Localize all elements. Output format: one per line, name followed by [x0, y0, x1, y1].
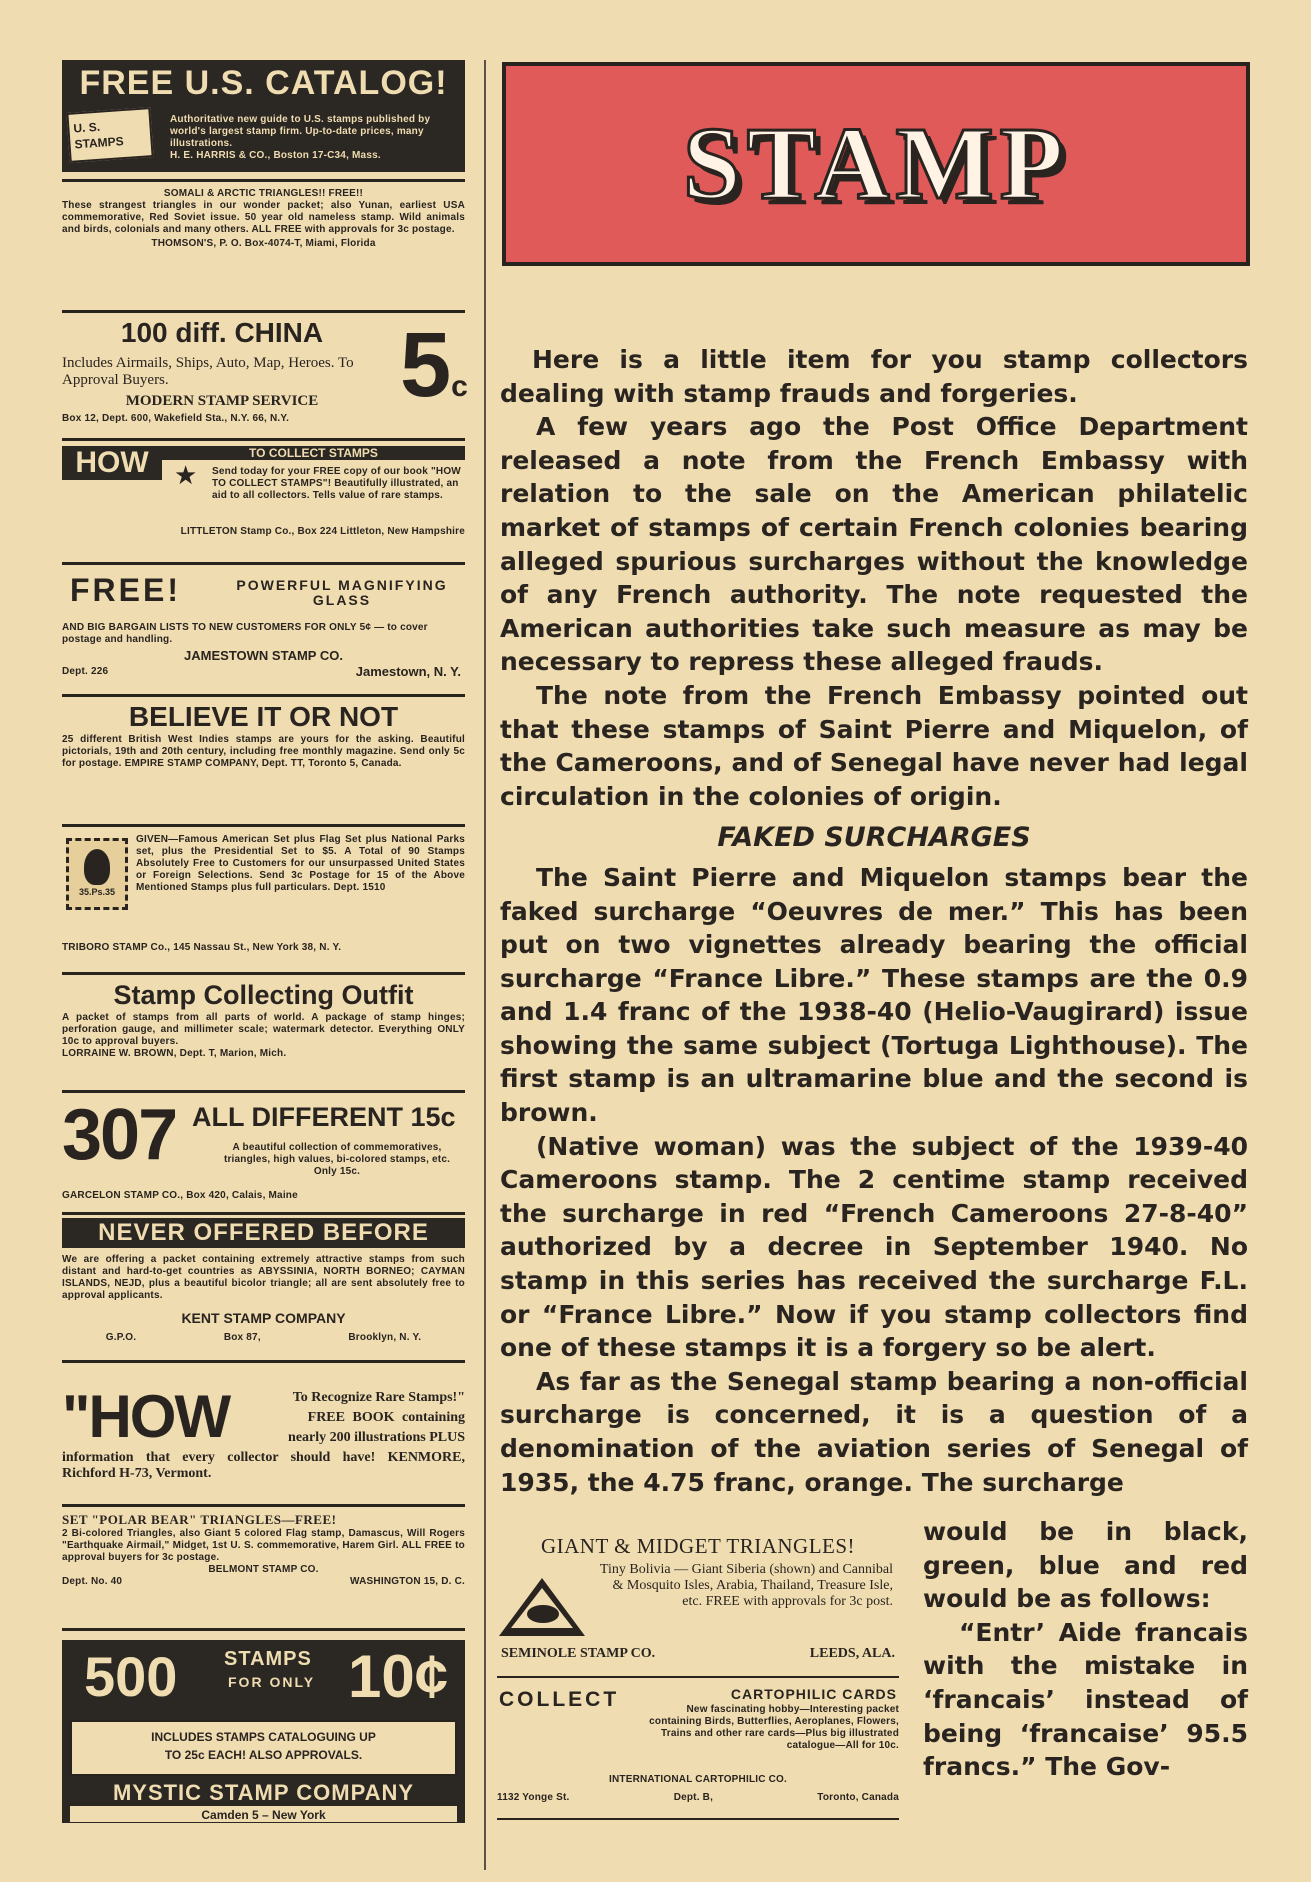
mystic-city-bar: Camden 5 – New York	[70, 1806, 457, 1822]
collect-stamps-bar: TO COLLECT STAMPS	[162, 446, 465, 460]
cartophilic-address: 1132 Yonge St. Dept. B, Toronto, Canada	[497, 1792, 899, 1803]
thomson-ad	[62, 188, 465, 308]
article-paragraph: The Saint Pierre and Miquelon stamps bear the faked surcharge “Oeuvres de mer.” This has been put on two vignettes already bearing the official surcharge “France Libre.” These stamps are the 0.9 and 1.4 franc of the 1938-40 (Helio-Vaugirard) issue showing the same subject (Tortuga Lighthouse). The first stamp is an ultramarine blue and the second is brown.	[500, 862, 1248, 1128]
kenmore-line3: nearly 200 illustrations PLUS	[288, 1430, 465, 1445]
garcelon-ad	[62, 1095, 465, 1210]
belmont-headline: SET "POLAR BEAR" TRIANGLES—FREE!	[62, 1512, 337, 1527]
thomson-text: These strangest triangles in our wonder packet; also Yunan, earliest USA commemorative, Red Soviet issue. 50 year old nameless stamp. Wild animals and birds, colonials and many others. ALL FREE with approvals for 3c postage.	[62, 200, 465, 235]
column-separator	[484, 60, 486, 1870]
divider	[62, 824, 465, 827]
garcelon-headline: ALL DIFFERENT 15c	[192, 1102, 456, 1132]
mystic-for-only: FOR ONLY	[228, 1674, 316, 1690]
mystic-ad	[62, 1640, 465, 1823]
kent-company: KENT STAMP COMPANY	[181, 1310, 346, 1326]
thomson-address: THOMSON'S, P. O. Box-4074-T, Miami, Florida	[151, 238, 376, 249]
harris-ad	[62, 60, 465, 172]
kenmore-ad	[62, 1383, 465, 1490]
kenmore-line4: information that every collector should have! KENMORE, Richford H-73, Vermont.	[62, 1450, 465, 1481]
kent-text: We are offering a packet containing extremely attractive stamps from such distant and hard-to-get countries as ABYSSINIA, NORTH BORNEO; CAYMAN ISLANDS, NEJD, plus a beautiful bicolor triangle; all are sent absolutely free to approval applicants.	[62, 1254, 465, 1301]
brown-ad	[62, 978, 465, 1088]
kenmore-how: "HOW	[62, 1383, 230, 1450]
mystic-number: 500	[84, 1645, 178, 1708]
us-stamps-badge: U. S. STAMPS	[66, 107, 153, 163]
jamestown-ad	[62, 572, 465, 692]
kenmore-line2: FREE BOOK containing	[307, 1410, 465, 1425]
littleton-ad	[62, 446, 465, 560]
cartophilic-collect: COLLECT	[499, 1688, 620, 1711]
mystic-stamps: STAMPS	[224, 1648, 312, 1670]
mystic-company: MYSTIC STAMP COMPANY	[112, 1780, 415, 1805]
divider	[62, 1628, 465, 1631]
divider	[62, 1504, 465, 1507]
divider	[62, 562, 465, 565]
belmont-ad	[62, 1512, 465, 1620]
cartophilic-text: New fascinating hobby—Interesting packet containing Birds, Butterflies, Aeroplanes, Flowers, Trains and other rare cards—Plus big illustrated catalogue—All for 10c.	[649, 1704, 899, 1751]
article-paragraph: would be in black, green, blue and red would be as follows:	[923, 1517, 1248, 1614]
harris-headline: FREE U.S. CATALOG!	[79, 64, 448, 102]
mystic-inner-box: INCLUDES STAMPS CATALOGUING UP TO 25c EACH! ALSO APPROVALS.	[70, 1720, 457, 1776]
article-paragraph: A few years ago the Post Office Department released a note from the French Embassy with relation to the sale on the American philatelic market of stamps of certain French colonies bearing alleged spurious surcharges without the knowledge of any French authority. The note requested the American authorities take such measure as may be necessary to repress these alleged frauds.	[500, 412, 1248, 677]
triboro-address: TRIBORO STAMP Co., 145 Nassau St., New York 38, N. Y.	[62, 942, 342, 953]
jamestown-text: AND BIG BARGAIN LISTS TO NEW CUSTOMERS FOR ONLY 5¢ — to cover postage and handling.	[62, 622, 428, 645]
divider	[62, 1360, 465, 1363]
stamp-illustration: 35.Ps.35	[66, 838, 128, 910]
seminole-text: Tiny Bolivia — Giant Siberia (shown) and Cannibal & Mosquito Isles, Arabia, Thailand, Treasure Isle, etc. FREE with approvals for 3c post.	[599, 1562, 893, 1609]
jamestown-free: FREE!	[70, 572, 181, 608]
belmont-company: BELMONT STAMP CO.	[208, 1564, 319, 1575]
kent-ad	[62, 1218, 465, 1356]
triboro-ad	[62, 834, 465, 972]
littleton-company: LITTLETON Stamp Co., Box 224 Littleton, New Hampshire	[180, 526, 465, 537]
kenmore-line1: To Recognize Rare Stamps!"	[292, 1390, 465, 1405]
littleton-text: Send today for your FREE copy of our book "HOW TO COLLECT STAMPS"! Beautifully illustrated, an aid to all collectors. Tells value of rare stamps.	[212, 466, 461, 501]
divider	[62, 179, 465, 182]
china-text: Includes Airmails, Ships, Auto, Map, Heroes. To Approval Buyers.	[62, 355, 354, 388]
jamestown-city: Jamestown, N. Y.	[355, 664, 461, 679]
seminole-headline: GIANT & MIDGET TRIANGLES!	[540, 1534, 856, 1558]
garcelon-number: 307	[62, 1095, 177, 1175]
garcelon-address: GARCELON STAMP CO., Box 420, Calais, Maine	[62, 1190, 298, 1201]
divider	[62, 694, 465, 697]
cartophilic-company: INTERNATIONAL CARTOPHILIC CO.	[608, 1774, 788, 1785]
brown-text: A packet of stamps from all parts of world. A package of stamp hinges; perforation gauge, and millimeter scale; watermark detector. Everything ONLY 10c to approval buyers.	[62, 1012, 465, 1047]
divider	[62, 1212, 465, 1215]
divider	[62, 972, 465, 975]
empire-ad	[62, 700, 465, 822]
kent-address: G.P.O. Box 87, Brooklyn, N. Y.	[105, 1332, 422, 1343]
divider	[497, 1818, 899, 1820]
triangle-stamp-icon	[497, 1574, 587, 1638]
ad-column	[62, 60, 468, 1830]
jamestown-company: JAMESTOWN STAMP CO.	[184, 648, 343, 663]
empire-text: 25 different British West Indies stamps are yours for the asking. Beautiful pictorials, 19th and 20th century, including free monthly magazine. Send only 5c for postage. EMPIRE STAMP COMPANY, Dept. TT, Toronto 5, Canada.	[62, 734, 465, 769]
stamp-banner	[502, 62, 1250, 266]
seminole-address: SEMINOLE STAMP CO. LEEDS, ALA.	[501, 1646, 895, 1661]
empire-headline: BELIEVE IT OR NOT	[128, 701, 399, 732]
triboro-text: GIVEN—Famous American Set plus Flag Set plus National Parks set, plus the Presidential Set to $5. A Total of 90 Stamps Absolutely Free to Customers for our unsurpassed United States or Foreign Selections. Send 3c Postage for 15 of the Above Mentioned Stamps plus full particulars. Dept. 1510	[136, 834, 465, 893]
china-company: MODERN STAMP SERVICE	[125, 393, 319, 409]
belmont-text: 2 Bi-colored Triangles, also Giant 5 colored Flag stamp, Damascus, Will Rogers "Earthquake Airmail," Midget, 1st U. S. commemorative, Harem Girl. ALL FREE to approval buyers for 3c postage.	[62, 1528, 465, 1563]
how-box: HOW	[62, 446, 162, 480]
article-continuation	[923, 1515, 1248, 1784]
brown-headline: Stamp Collecting Outfit	[113, 980, 414, 1010]
divider	[62, 310, 465, 313]
article	[500, 343, 1248, 1499]
article-paragraph: “Entr’ Aide francais with the mistake in ‘francais’ instead of being ‘francaise’ 95.5 francs.” The Gov-	[923, 1617, 1248, 1782]
china-headline: 100 diff. CHINA	[120, 317, 324, 348]
brown-address: LORRAINE W. BROWN, Dept. T, Marion, Mich.	[62, 1048, 287, 1059]
harris-text: Authoritative new guide to U.S. stamps published by world's largest stamp firm. Up-to-date prices, many illustrations. H. E. HARRIS & CO., Boston 17-C34, Mass.	[170, 114, 431, 161]
star-icon: ★	[174, 460, 198, 490]
article-paragraph: (Native woman) was the subject of the 1939-40 Cameroons stamp. The 2 centime stamp received the surcharge in red “French Cameroons 27-8-40” authorized by a decree in September 1940. No stamp in this series has received the surcharge F.L. or “France Libre.” Now if you stamp collectors find one of these stamps it is a forgery so be alert.	[500, 1131, 1248, 1363]
seminole-ad	[497, 1532, 899, 1674]
mystic-price: 10¢	[348, 1643, 449, 1710]
cartophilic-cards: CARTOPHILIC CARDS	[730, 1686, 897, 1702]
divider	[497, 1676, 899, 1678]
divider	[62, 438, 465, 441]
banner-title: STAMP	[682, 106, 1070, 221]
article-paragraph: The note from the French Embassy pointed out that these stamps of Saint Pierre and Miquelon, of the Cameroons, and of Senegal have never had legal circulation in the colonies of origin.	[500, 680, 1248, 811]
china-price: 5c	[400, 314, 468, 416]
article-paragraph: Here is a little item for you stamp collectors dealing with stamp frauds and forgeries.	[500, 345, 1248, 408]
cartophilic-ad	[497, 1682, 899, 1812]
article-subhead: FAKED SURCHARGES	[717, 822, 1031, 854]
thomson-headline: SOMALI & ARCTIC TRIANGLES!! FREE!!	[163, 188, 364, 199]
belmont-address: Dept. No. 40 WASHINGTON 15, D. C.	[62, 1576, 465, 1587]
kent-headline: NEVER OFFERED BEFORE	[62, 1218, 465, 1248]
jamestown-magnifier: POWERFUL MAGNIFYING GLASS	[236, 577, 448, 608]
garcelon-text: A beautiful collection of commemoratives, triangles, high values, bi-colored stamps, etc. Only 15c.	[223, 1142, 451, 1177]
article-paragraph: As far as the Senegal stamp bearing a non-official surcharge is concerned, it is a question of a denomination of the aviation series of Senegal of 1935, the 4.75 franc, orange. The surcharge	[500, 1366, 1248, 1497]
china-ad	[62, 314, 468, 435]
china-address: Box 12, Dept. 600, Wakefield Sta., N.Y. 66, N.Y.	[62, 413, 290, 424]
jamestown-dept: Dept. 226	[62, 666, 109, 677]
